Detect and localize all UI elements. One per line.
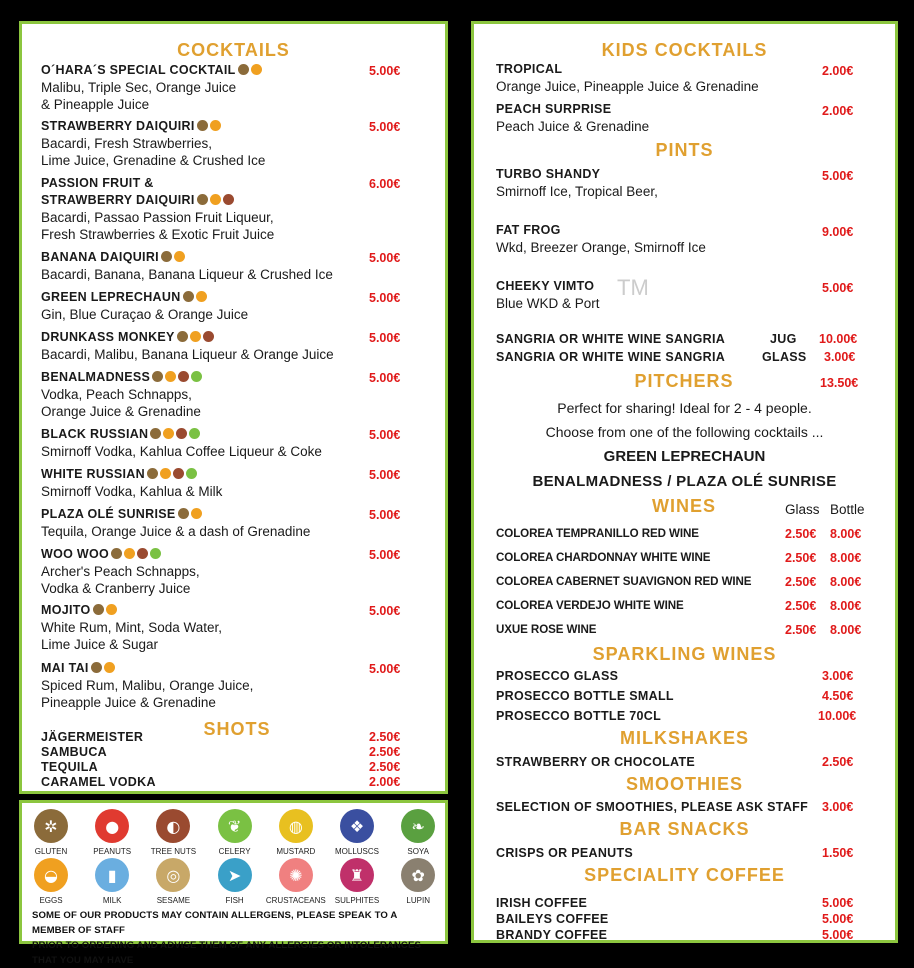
coffee-name: IRISH COFFEE [496,896,588,910]
shot-price: 2.00€ [369,775,401,789]
wines-heading: WINES [651,496,716,516]
crustaceans-icon: ✺ [279,858,313,892]
cocktail-description: Smirnoff Vodka, Kahlua & Milk [41,484,223,499]
nuts-icon [173,468,184,479]
gluten-icon: ✲ [34,809,68,843]
cocktail-description: Bacardi, Malibu, Banana Liqueur & Orange Juice [41,347,334,362]
milk-icon: ▮ [95,858,129,892]
cocktail-name-text: O´HARA´S SPECIAL COCKTAIL [41,63,236,77]
eggs-icon [210,194,221,205]
allergen-sesame [143,858,203,905]
cocktail-price: 5.00€ [369,331,401,345]
eggs-icon [163,428,174,439]
cocktail-price: 6.00€ [369,177,401,191]
nuts-icon [223,194,234,205]
cocktail-price: 5.00€ [369,371,401,385]
milkshakes-item: STRAWBERRY OR CHOCOLATE [496,755,696,769]
kids-item-description: Orange Juice, Pineapple Juice & Grenadine [496,79,759,94]
milkshakes-heading: MILKSHAKES [619,728,749,748]
cocktail-description: Spiced Rum, Malibu, Orange Juice, Pineapple Juice & Grenadine [41,678,254,710]
wine-name: COLOREA CABERNET SUAVIGNON RED WINE [496,575,752,588]
wine-bottle-price: 8.00€ [830,575,862,589]
allergen-celery [205,809,265,856]
pint-price: 5.00€ [822,281,854,295]
pitchers-line2: Choose from one of the following cocktails ... [545,424,824,440]
shot-name: TEQUILA [41,760,98,774]
wines-col-glass: Glass [785,502,820,517]
cocktail-price: 5.00€ [369,64,401,78]
nuts-icon [203,331,214,342]
shot-price: 2.50€ [369,730,401,744]
cocktail-description: Tequila, Orange Juice & a dash of Grenadine [41,524,311,539]
cocktail-description: Smirnoff Vodka, Kahlua Coffee Liqueur & Coke [41,444,322,459]
eggs-icon: ◒ [34,858,68,892]
nuts-icon [137,548,148,559]
allergen-mustard [266,809,326,856]
trademark-mark: TM [617,275,649,300]
shots-heading: SHOTS [203,719,271,739]
wine-glass-price: 2.50€ [785,623,817,637]
pitchers-price: 13.50€ [820,376,859,390]
cocktail-description: Malibu, Triple Sec, Orange Juice & Pineapple Juice [41,80,237,112]
allergen-label: PEANUTS [93,847,132,856]
cocktail-name-text: MOJITO [41,603,91,617]
cocktail-price: 5.00€ [369,291,401,305]
allergen-label: TREE NUTS [150,847,197,856]
eggs-icon [190,331,201,342]
eggs-icon [165,371,176,382]
gluten-icon [150,428,161,439]
shot-name: CARAMEL VODKA [41,775,156,789]
cocktail-description: Gin, Blue Curaçao & Orange Juice [41,307,249,322]
gluten-icon [147,468,158,479]
nuts-icon [176,428,187,439]
nuts-icon [178,371,189,382]
shot-price: 2.50€ [369,745,401,759]
cocktail-name-text: WOO WOO [41,547,110,561]
sangria-price: 10.00€ [819,332,858,346]
wine-bottle-price: 8.00€ [830,599,862,613]
cocktail-description: White Rum, Mint, Soda Water, Lime Juice & Sugar [41,620,223,652]
pint-description: Smirnoff Ice, Tropical Beer, [496,184,658,199]
cocktail-price: 5.00€ [369,120,401,134]
allergen-label: SOYA [407,847,429,856]
gluten-icon [93,604,104,615]
fish-icon: ➤ [218,858,252,892]
allergen-soya [388,809,448,856]
allergen-label: GLUTEN [34,847,68,856]
wine-glass-price: 2.50€ [785,575,817,589]
kids-item-price: 2.00€ [822,64,854,78]
snacks-heading: BAR SNACKS [619,819,750,839]
sesame-icon: ◎ [156,858,190,892]
cocktail-name-text: DRUNKASS MONKEY [41,330,175,344]
coffee-name: BRANDY COFFEE [496,928,608,942]
eggs-icon [196,291,207,302]
allergen-label: FISH [225,896,244,905]
cocktail-name-text: PLAZA OLÉ SUNRISE [41,507,176,521]
gluten-icon [91,662,102,673]
gluten-icon [177,331,188,342]
kids-item-description: Peach Juice & Grenadine [496,119,650,134]
pint-name: TURBO SHANDY [496,167,601,181]
gluten-icon [197,120,208,131]
gluten-icon [197,194,208,205]
cocktail-price: 5.00€ [369,508,401,522]
celery-icon [189,428,200,439]
cocktail-name-text: STRAWBERRY DAIQUIRI [41,119,195,133]
allergen-label: MILK [102,896,122,905]
cocktail-name-text: MAI TAI [41,661,89,675]
kids-item-price: 2.00€ [822,104,854,118]
smoothies-heading: SMOOTHIES [625,774,743,794]
pitchers-option-2: BENALMADNESS / PLAZA OLÉ SUNRISE [532,473,837,490]
celery-icon [191,371,202,382]
sparkling-name: PROSECCO BOTTLE SMALL [496,689,674,703]
sangria-size: GLASS [762,350,807,364]
molluscs-icon: ❖ [340,809,374,843]
sparkling-price: 3.00€ [822,669,854,683]
gluten-icon [152,371,163,382]
allergen-label: SULPHITES [334,896,380,905]
shot-name: SAMBUCA [41,745,107,759]
cocktail-name-text: GREEN LEPRECHAUN [41,290,181,304]
sparkling-heading: SPARKLING WINES [592,644,777,664]
allergen-label: CRUSTACEANS [265,896,326,905]
celery-icon: ❦ [218,809,252,843]
cocktail-price: 5.00€ [369,662,401,676]
allergen-sulphites [327,858,387,905]
pitchers-heading: PITCHERS [634,371,734,391]
mustard-icon: ◍ [279,809,313,843]
kids-item-name: TROPICAL [496,62,563,76]
sangria-name: SANGRIA OR WHITE WINE SANGRIA [496,332,726,346]
wine-name: COLOREA CHARDONNAY WHITE WINE [496,551,711,564]
coffee-name: BAILEYS COFFEE [496,912,609,926]
drinks-panel [471,21,898,943]
allergen-eggs [21,858,81,905]
cocktail-name-text: WHITE RUSSIAN [41,467,145,481]
eggs-icon [104,662,115,673]
coffee-price: 5.00€ [822,928,854,942]
gluten-icon [183,291,194,302]
pint-name: FAT FROG [496,223,561,237]
wines-col-bottle: Bottle [830,502,865,517]
wine-name: COLOREA VERDEJO WHITE WINE [496,599,684,612]
allergen-lupin [388,858,448,905]
smoothies-item: SELECTION OF SMOOTHIES, PLEASE ASK STAFF [496,800,809,814]
cocktail-name-text: BENALMADNESS [41,370,151,384]
allergen-label: MOLLUSCS [334,847,379,856]
allergen-fish [205,858,265,905]
peanuts-icon: ● [95,809,129,843]
cocktail-price: 5.00€ [369,468,401,482]
cocktail-name [41,192,431,209]
allergen-label: EGGS [39,896,63,905]
cocktail-description: Bacardi, Fresh Strawberries, Lime Juice, Grenadine & Crushed Ice [41,136,266,168]
pint-name: CHEEKY VIMTO [496,279,595,293]
milkshakes-price: 2.50€ [822,755,854,769]
wine-glass-price: 2.50€ [785,551,817,565]
pint-description: Blue WKD & Port [496,296,600,311]
allergen-peanuts [82,809,142,856]
pints-heading: PINTS [655,140,714,160]
wine-name: UXUE ROSE WINE [496,623,597,636]
cocktail-name-text: STRAWBERRY DAIQUIRI [41,193,195,207]
cocktail-name-text: BLACK RUSSIAN [41,427,149,441]
coffee-price: 5.00€ [822,896,854,910]
wine-bottle-price: 8.00€ [830,623,862,637]
eggs-icon [174,251,185,262]
gluten-icon [161,251,172,262]
pint-description: Wkd, Breezer Orange, Smirnoff Ice [496,240,706,255]
eggs-icon [210,120,221,131]
cocktail-price: 5.00€ [369,548,401,562]
gluten-icon [178,508,189,519]
gluten-icon [238,64,249,75]
eggs-icon [251,64,262,75]
wine-bottle-price: 8.00€ [830,527,862,541]
snacks-price: 1.50€ [822,846,854,860]
kids-item-name: PEACH SURPRISE [496,102,612,116]
tree-nuts-icon: ◐ [156,809,190,843]
cocktails-heading: COCKTAILS [177,40,290,60]
eggs-icon [124,548,135,559]
wine-glass-price: 2.50€ [785,527,817,541]
kids-heading: KIDS COCKTAILS [601,40,768,60]
cocktail-price: 5.00€ [369,428,401,442]
allergen-label: SESAME [156,896,191,905]
shot-price: 2.50€ [369,760,401,774]
cocktail-description: Archer's Peach Schnapps, Vodka & Cranberry Juice [41,564,200,596]
pint-price: 9.00€ [822,225,854,239]
allergen-label: MUSTARD [276,847,316,856]
sparkling-name: PROSECCO GLASS [496,669,619,683]
allergen-label: CELERY [218,847,251,856]
wine-name: COLOREA TEMPRANILLO RED WINE [496,527,699,540]
allergen-label: LUPIN [406,896,430,905]
coffee-price: 5.00€ [822,912,854,926]
allergen-gluten [21,809,81,856]
sangria-price: 3.00€ [824,350,856,364]
cocktail-name: PASSION FRUIT & [41,176,154,190]
sangria-size: JUG [770,332,797,346]
coffee-heading: SPECIALITY COFFEE [584,865,785,885]
soya-icon: ❧ [401,809,435,843]
pitchers-option-1: GREEN LEPRECHAUN [603,448,766,465]
allergen-tree-nuts [143,809,203,856]
allergen-disclaimer: SOME OF OUR PRODUCTS MAY CONTAIN ALLERGENS, PLEASE SPEAK TO A MEMBER OF STAFF PRIOR TO ORDERING AND ADVISE THEM OF ANY ALLERGIES OR INTOLERANCES THAT YOU MAY HAVE [32,910,421,966]
allergen-molluscs [327,809,387,856]
cocktail-price: 5.00€ [369,604,401,618]
snacks-item: CRISPS OR PEANUTS [496,846,634,860]
sangria-name: SANGRIA OR WHITE WINE SANGRIA [496,350,726,364]
sparkling-price: 4.50€ [822,689,854,703]
wine-bottle-price: 8.00€ [830,551,862,565]
celery-icon [150,548,161,559]
allergens-panel [19,800,448,966]
cocktail-description: Vodka, Peach Schnapps, Orange Juice & Grenadine [41,387,201,419]
cocktails-panel [19,21,448,794]
pitchers-line1: Perfect for sharing! Ideal for 2 - 4 people. [557,400,812,416]
allergen-crustaceans [266,858,326,905]
lupin-icon: ✿ [401,858,435,892]
eggs-icon [160,468,171,479]
cocktail-description: Bacardi, Banana, Banana Liqueur & Crushed Ice [41,267,333,282]
cocktail-description: Bacardi, Passao Passion Fruit Liqueur, Fresh Strawberries & Exotic Fruit Juice [41,210,275,242]
wine-glass-price: 2.50€ [785,599,817,613]
gluten-icon [111,548,122,559]
allergen-milk [82,858,142,905]
celery-icon [186,468,197,479]
sulphites-icon: ♜ [340,858,374,892]
cocktail-price: 5.00€ [369,251,401,265]
shot-name: JÄGERMEISTER [41,730,144,744]
eggs-icon [191,508,202,519]
pint-price: 5.00€ [822,169,854,183]
cocktail-name-text: BANANA DAIQUIRI [41,250,159,264]
smoothies-price: 3.00€ [822,800,854,814]
eggs-icon [106,604,117,615]
sparkling-price: 10.00€ [818,709,857,723]
sparkling-name: PROSECCO BOTTLE 70CL [496,709,662,723]
